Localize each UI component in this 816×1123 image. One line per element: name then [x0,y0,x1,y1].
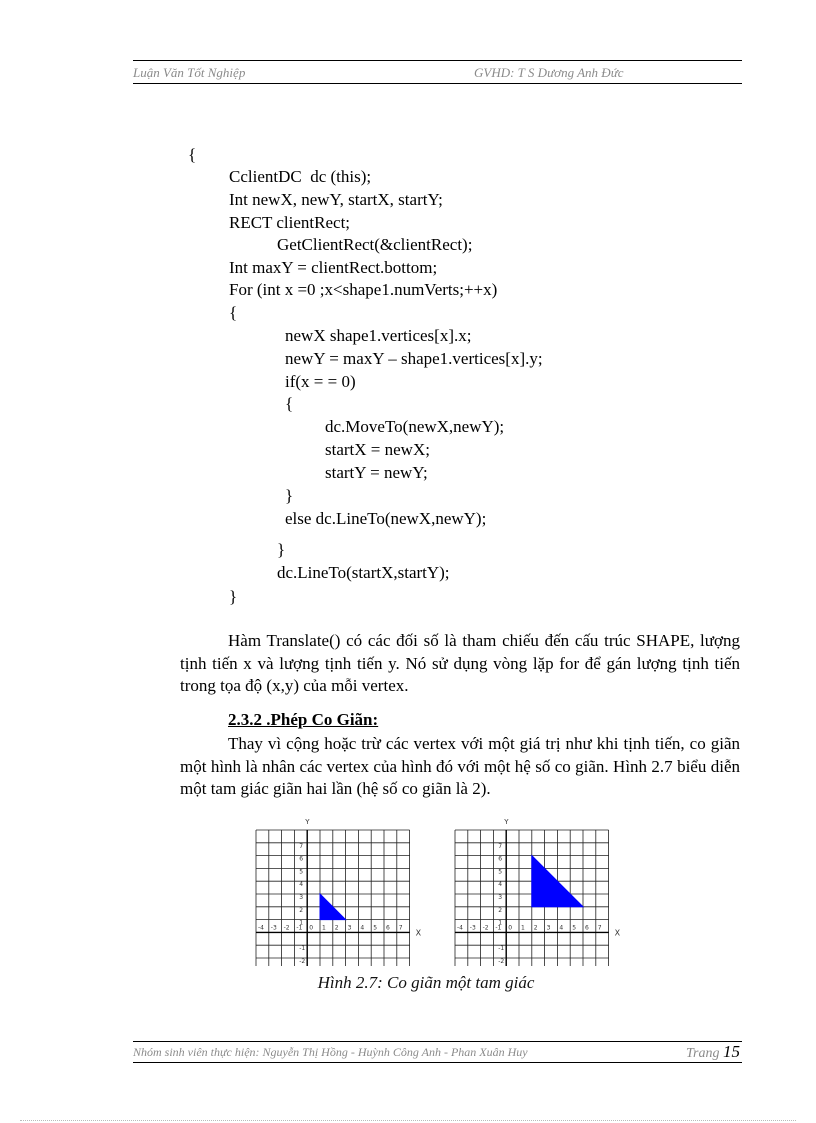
code-line: { [229,303,238,322]
page-number [686,1042,740,1062]
x-tick-label: 1 [322,924,326,932]
y-tick-label: 4 [299,881,304,889]
figure-original-triangle [250,810,430,966]
figure-scaled-triangle [449,810,629,966]
y-tick-label: 3 [299,894,304,901]
code-line: RECT clientRect; [229,213,351,232]
x-tick-label: -4 [258,924,264,932]
x-tick-label: 0 [309,924,314,932]
y-axis-label: Y [305,818,310,826]
x-tick-label: -1 [296,924,303,932]
code-line: { [188,145,197,164]
y-tick-label: 4 [498,881,503,889]
code-line: newX shape1.vertices[x].x; [285,326,472,345]
paragraph-translate-text: Hàm Translate() có các đối số là tham chiếu đến cấu trúc SHAPE, lượng tịnh tiến x và lượng tịnh tiến y. Nó sử dụng vòng lặp for để gán lượng tịnh tiến trong tọa độ (x,y) của mỗi vertex. [180,631,740,695]
x-tick-label: 6 [585,924,589,932]
y-tick-label: -2 [498,958,505,965]
y-tick-label: 6 [299,855,304,863]
code-line: Int maxY = clientRect.bottom; [229,258,438,277]
footer-bottom-rule [133,1062,742,1063]
y-tick-label: 3 [498,894,503,901]
header-bottom-rule [133,83,742,84]
x-tick-label: 6 [386,924,390,932]
x-axis-label: X [415,928,422,938]
x-tick-label: 7 [398,924,403,932]
x-tick-label: -4 [457,924,463,932]
y-tick-label: -1 [299,945,306,953]
code-line: } [229,587,238,606]
section-heading: 2.3.2 .Phép Co Giãn: [228,710,379,729]
x-tick-label: 5 [572,924,577,932]
x-tick-label: 2 [334,924,339,932]
y-tick-label: 1 [498,919,503,927]
paragraph-translate [180,630,740,698]
page-number-value: 15 [723,1042,740,1061]
code-line: else dc.LineTo(newX,newY); [285,509,487,528]
x-tick-label: -3 [469,924,476,932]
code-line: CclientDC dc (this); [229,167,372,186]
x-tick-label: 3 [546,924,551,932]
code-line: if(x = = 0) [285,372,356,391]
y-tick-label: 5 [498,868,503,876]
x-tick-label: -1 [495,924,502,932]
x-tick-label: 4 [559,924,564,932]
x-tick-label: 4 [360,924,365,932]
x-tick-label: -2 [482,924,489,932]
header-right-text: GVHD: T S Dương Anh Đức [474,65,624,80]
footer-text: Nhóm sinh viên thực hiện: Nguyễn Thị Hồng - Huỳnh Công Anh - Phan Xuân Huy [133,1045,528,1059]
code-line: } [277,540,286,559]
page-edge-dotted-line [20,1120,796,1121]
x-axis-label: X [614,928,621,938]
x-tick-label: -3 [270,924,277,932]
y-tick-label: 2 [299,906,304,914]
paragraph-scaling-text: Thay vì cộng hoặc trừ các vertex với một giá trị như khi tịnh tiến, co giãn một hình là nhân các vertex của hình đó với một hệ số co giãn. Hình 2.7 biểu diễn một tam giác giãn hai lần (hệ số co giãn là 2). [180,734,740,798]
x-tick-label: -2 [283,924,290,932]
y-tick-label: 1 [299,919,304,927]
y-tick-label: 5 [299,868,304,876]
code-line: Int newX, newY, startX, startY; [229,190,443,209]
y-axis-label: Y [504,818,509,826]
x-tick-label: 3 [347,924,352,932]
header-left-text: Luận Văn Tốt Nghiệp [133,65,246,80]
x-tick-label: 5 [373,924,378,932]
footer-top-rule [133,1041,742,1042]
code-line: } [285,486,294,505]
x-tick-label: 1 [521,924,525,932]
code-line: startX = newX; [325,440,430,459]
y-tick-label: -2 [299,958,306,965]
y-tick-label: 6 [498,855,503,863]
code-line: { [285,394,294,413]
x-tick-label: 2 [533,924,538,932]
code-line: newY = maxY – shape1.vertices[x].y; [285,349,543,368]
y-tick-label: 7 [299,842,304,850]
code-line: dc.MoveTo(newX,newY); [325,417,505,436]
paragraph-scaling [180,733,740,801]
header-top-rule [133,60,742,61]
code-line: GetClientRect(&clientRect); [277,235,473,254]
y-tick-label: -1 [498,945,505,953]
x-tick-label: 0 [508,924,513,932]
page-label: Trang [686,1046,720,1061]
code-line: For (int x =0 ;x<shape1.numVerts;++x) [229,280,498,299]
code-line: dc.LineTo(startX,startY); [277,563,450,582]
x-tick-label: 7 [597,924,602,932]
code-line: startY = newY; [325,463,428,482]
y-tick-label: 7 [498,842,503,850]
y-tick-label: 2 [498,906,503,914]
figure-caption: Hình 2.7: Co giãn một tam giác [317,973,535,992]
